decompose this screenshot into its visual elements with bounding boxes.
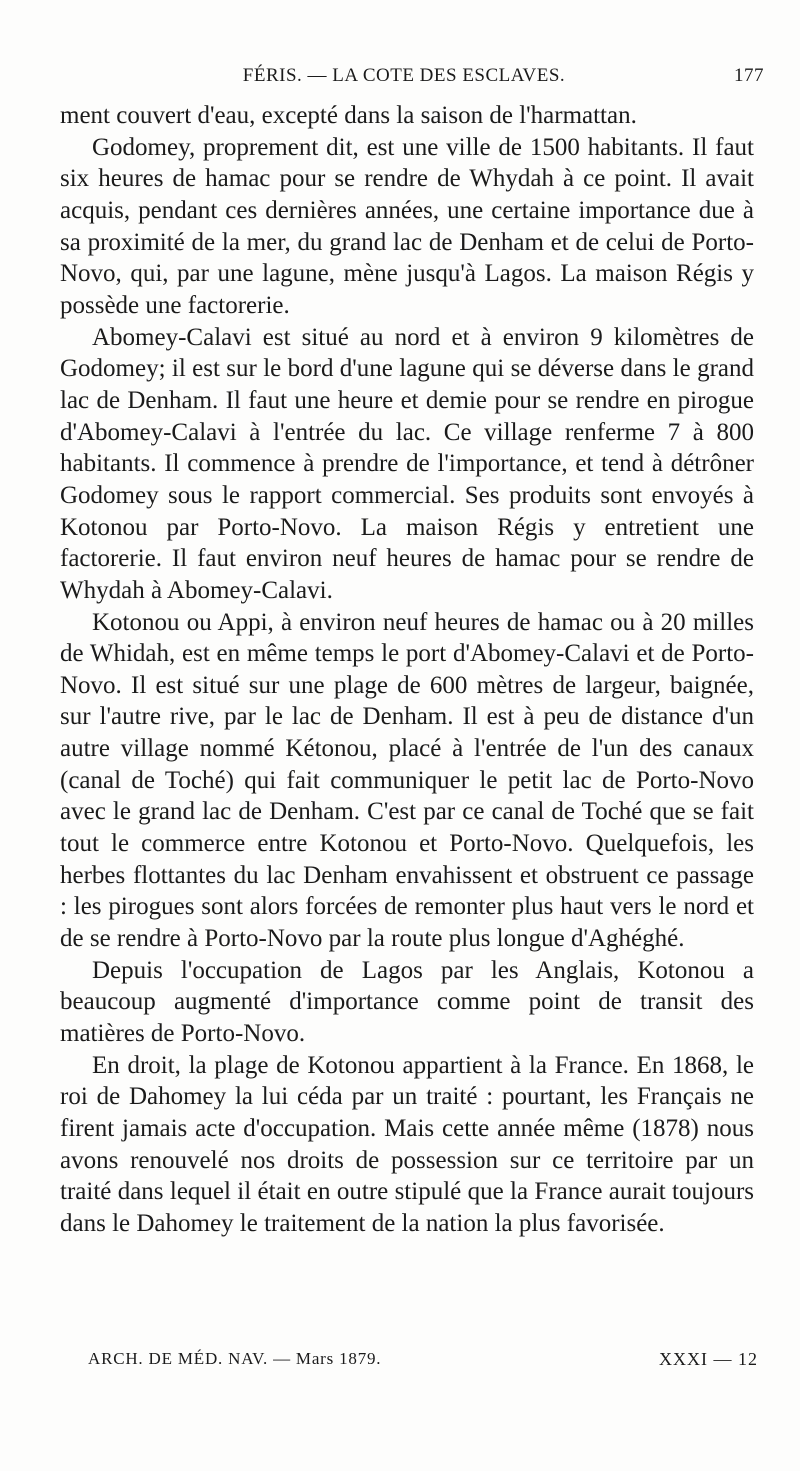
paragraph-droit: En droit, la plage de Kotonou appartient à la France. En 1868, le roi de Dahomey la lui céda par un traité : pourtant, les Français ne firent jamais acte d'occupation. Mais cette année même (1878) nous avons renouvelé nos droits de possession sur ce territoire par un traité dans lequel il était en outre stipulé que la France aurait toujours dans le Dahomey le traitement de la nation la plus favorisée. [60,1051,754,1237]
paragraph-abomey-calavi: Abomey-Calavi est situé au nord et à environ 9 kilomètres de Godomey; il est sur le bord d'une lagune qui se déverse dans le grand lac de Denham. Il faut une heure et demie pour se rendre en pirogue d'Abomey-Calavi à l'entrée du lac. Ce village renferme 7 à 800 habitants. Il commence à prendre de l'importance, et tend à détrôner Godomey sous le rapport commercial. Ses produits sont envoyés à Kotonou par Porto-Novo. La maison Régis y entretient une factorerie. Il faut environ neuf heures de hamac pour se rendre de Whydah à Abomey-Calavi. [60,323,754,604]
paragraph-continuation: ment couvert d'eau, excepté dans la saison de l'harmattan. [60,102,637,129]
body-text [60,100,754,1240]
page-footer [88,1349,758,1375]
paragraph-kotonou: Kotonou ou Appi, à environ neuf heures de hamac ou à 20 milles de Whidah, est en même temps le port d'Abomey-Calavi et de Porto-Novo. Il est situé sur une plage de 600 mètres de largeur, baignée, sur l'autre rive, par le lac de Denham. Il est à peu de distance d'un autre village nommé Kétonou, placé à l'entrée de l'un des canaux (canal de Toché) qui fait communiquer le petit lac de Porto-Novo avec le grand lac de Denham. C'est par ce canal de Toché que se fait tout le commerce entre Kotonou et Porto-Novo. Quelquefois, les herbes flottantes du lac Denham envahissent et obstruent ce passage : les pirogues sont alors forcées de remonter plus haut vers le nord et de se rendre à Porto-Novo par la route plus longue d'Aghéghé. [60,608,754,953]
running-title: FÉRIS. — LA COTE DES ESCLAVES. [242,65,566,86]
paragraph-lagos-occupation: Depuis l'occupation de Lagos par les Anglais, Kotonou a beaucoup augmenté d'importance comme point de transit des matières de Porto-Novo. [60,956,754,1048]
signature-mark: XXXI — 12 [659,1349,758,1369]
page-header [40,63,768,93]
page-number: 177 [734,65,764,86]
paragraph-godomey: Godomey, proprement dit, est une ville de 1500 habitants. Il faut six heures de hamac pour se rendre de Whydah à ce point. Il avait acquis, pendant ces dernières années, une certaine importance due à sa proximité de la mer, du grand lac de Denham et de celui de Porto-Novo, qui, par une lagune, mène jusqu'à Lagos. La maison Régis y possède une factorerie. [60,133,754,319]
journal-reference: ARCH. DE MÉD. NAV. — Mars 1879. [88,1349,382,1368]
